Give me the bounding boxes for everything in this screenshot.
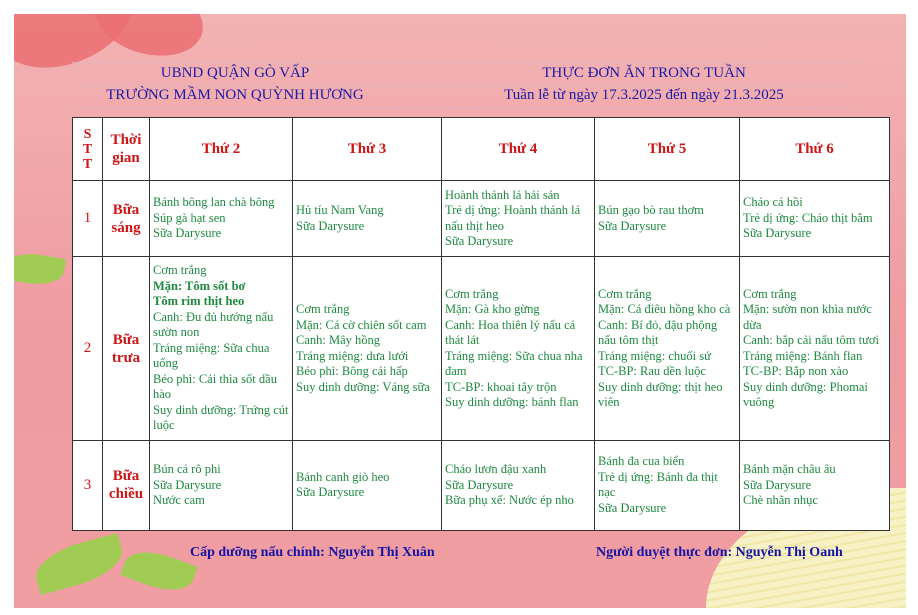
menu-item: Cơm trắng xyxy=(445,286,499,301)
meal-time-label: Bữa chiều xyxy=(103,440,150,530)
menu-item: Tôm rim thịt heo xyxy=(153,294,245,309)
menu-cell xyxy=(150,440,293,530)
menu-approver-signature: Người duyệt thực đơn: Nguyễn Thị Oanh xyxy=(596,545,843,560)
menu-item: Tráng miệng: Sữa chua nha đam xyxy=(445,348,583,379)
menu-item: Mặn: Tôm sốt bơ xyxy=(153,278,246,293)
menu-item: Súp gà hạt sen xyxy=(153,210,226,225)
menu-item: Bún gạo bò rau thơm xyxy=(598,203,704,218)
menu-item: Trẻ dị ứng: Hoành thánh lá nấu thịt heo xyxy=(445,203,581,233)
menu-item: Sữa Darysure xyxy=(153,226,222,241)
menu-item: Sữa Darysure xyxy=(445,477,514,492)
menu-cell xyxy=(150,181,293,257)
table-row xyxy=(73,440,890,530)
menu-item: Trẻ dị ứng: Bánh đa thịt nạc xyxy=(598,469,718,500)
district-name: UBND QUẬN GÒ VẤP xyxy=(160,65,310,81)
menu-item: Bánh canh giò heo xyxy=(296,469,390,484)
menu-item: Cơm trắng xyxy=(598,286,652,301)
menu-item: Suy dinh dưỡng: Váng sữa xyxy=(296,379,430,394)
school-name: TRƯỜNG MẦM NON QUỲNH HƯƠNG xyxy=(106,87,364,103)
menu-item: Sữa Darysure xyxy=(153,477,222,492)
menu-cell xyxy=(442,440,595,530)
column-header-fri: Thứ 6 xyxy=(740,118,890,181)
menu-item: Bánh mặn châu âu xyxy=(743,462,836,477)
menu-item: Cơm trắng xyxy=(296,302,350,317)
school-info xyxy=(72,62,398,108)
menu-item: Sữa Darysure xyxy=(743,226,812,241)
column-header-stt: S T T xyxy=(73,118,103,181)
menu-item: Tráng miệng: Sữa chua uống xyxy=(153,340,270,371)
menu-item: Sữa Darysure xyxy=(743,477,812,492)
head-cook-signature: Cấp dưỡng nấu chính: Nguyễn Thị Xuân xyxy=(190,545,435,560)
menu-item: Bánh bông lan chà bông xyxy=(153,195,275,210)
menu-cell xyxy=(740,440,890,530)
menu-item: Sữa Darysure xyxy=(296,485,365,500)
menu-item: Béo phì: Cải thìa sốt dầu hào xyxy=(153,371,277,402)
menu-cell xyxy=(595,440,740,530)
menu-title: THỰC ĐƠN ĂN TRONG TUẦN xyxy=(542,65,746,81)
menu-title-block xyxy=(434,62,854,108)
menu-item: Nước cam xyxy=(153,493,205,508)
menu-cell xyxy=(442,181,595,257)
menu-item: Tráng miệng: chuối sứ xyxy=(598,348,711,363)
row-number: 1 xyxy=(73,181,103,257)
menu-item: TC-BP: Rau dền luộc xyxy=(598,364,706,379)
column-header-thu: Thứ 5 xyxy=(595,118,740,181)
menu-cell xyxy=(150,257,293,440)
meal-time-label: Bữa trưa xyxy=(103,257,150,440)
menu-item: Hoành thánh lá hải sản xyxy=(445,187,560,202)
menu-item: Suy dinh dưỡng: Phomai vuông xyxy=(743,379,868,410)
table-row xyxy=(73,181,890,257)
menu-item: TC-BP: khoai tây trộn xyxy=(445,379,557,394)
menu-item: Sữa Darysure xyxy=(598,500,667,515)
menu-item: TC-BP: Bắp non xào xyxy=(743,364,849,379)
menu-item: Chè nhãn nhục xyxy=(743,493,818,508)
week-range: Tuần lễ từ ngày 17.3.2025 đến ngày 21.3.2025 xyxy=(504,87,784,103)
menu-cell xyxy=(293,181,442,257)
menu-item: Sữa Darysure xyxy=(296,218,365,233)
table-header-row xyxy=(73,118,890,181)
menu-cell xyxy=(293,440,442,530)
menu-item: Suy dinh dưỡng: bánh flan xyxy=(445,395,579,410)
menu-item: Bữa phụ xế: Nước ép nho xyxy=(445,493,574,508)
column-header-wed: Thứ 4 xyxy=(442,118,595,181)
menu-cell xyxy=(293,257,442,440)
weekly-menu-table xyxy=(72,117,890,531)
leaf-decoration xyxy=(120,543,197,599)
column-header-tue: Thứ 3 xyxy=(293,118,442,181)
row-number: 2 xyxy=(73,257,103,440)
menu-item: Trẻ dị ứng: Cháo thịt bằm xyxy=(743,210,873,225)
menu-item: Canh: Bí đỏ, đậu phộng nấu tôm thịt xyxy=(598,317,718,348)
column-header-mon: Thứ 2 xyxy=(150,118,293,181)
menu-cell xyxy=(442,257,595,440)
menu-item: Cháo cá hồi xyxy=(743,195,803,210)
leaf-decoration xyxy=(14,249,66,289)
row-number: 3 xyxy=(73,440,103,530)
column-header-time: Thời gian xyxy=(103,118,150,181)
menu-item: Cơm trắng xyxy=(743,286,797,301)
menu-item: Suy dinh dưỡng: thịt heo viên xyxy=(598,379,723,410)
meal-time-label: Bữa sáng xyxy=(103,181,150,257)
menu-cell xyxy=(740,181,890,257)
menu-item: Bún cá rô phi xyxy=(153,462,221,477)
menu-item: Canh: Đu đủ hướng nấu sườn non xyxy=(153,309,274,340)
leaf-decoration xyxy=(30,533,127,595)
menu-item: Suy dinh dưỡng: Trứng cút luộc xyxy=(153,402,289,433)
menu-item: Bánh đa cua biển xyxy=(598,454,685,469)
menu-item: Hủ tíu Nam Vang xyxy=(296,203,384,218)
menu-cell xyxy=(740,257,890,440)
menu-item: Cháo lươn đậu xanh xyxy=(445,462,547,477)
menu-item: Tráng miệng: dưa lưới xyxy=(296,348,409,363)
menu-item: Mặn: Gà kho gừng xyxy=(445,302,540,317)
menu-item: Cơm trắng xyxy=(153,263,207,278)
menu-item: Mặn: Cá điêu hồng kho cà xyxy=(598,302,731,317)
menu-item: Mặn: Cá cờ chiên sốt cam xyxy=(296,317,427,332)
menu-item: Béo phì: Bông cải hấp xyxy=(296,364,408,379)
menu-item: Tráng miệng: Bánh flan xyxy=(743,348,863,363)
menu-item: Sữa Darysure xyxy=(598,218,667,233)
menu-cell xyxy=(595,257,740,440)
menu-cell xyxy=(595,181,740,257)
menu-item: Mặn: sườn non khìa nước dừa xyxy=(743,302,872,332)
menu-item: Canh: Hoa thiên lý nấu cá thát lát xyxy=(445,317,576,348)
document-header xyxy=(72,62,856,108)
menu-item: Canh: Mây hồng xyxy=(296,333,381,348)
menu-item: Canh: bắp cải nấu tôm tươi xyxy=(743,333,879,348)
menu-item: Sữa Darysure xyxy=(445,234,514,249)
table-row xyxy=(73,257,890,440)
